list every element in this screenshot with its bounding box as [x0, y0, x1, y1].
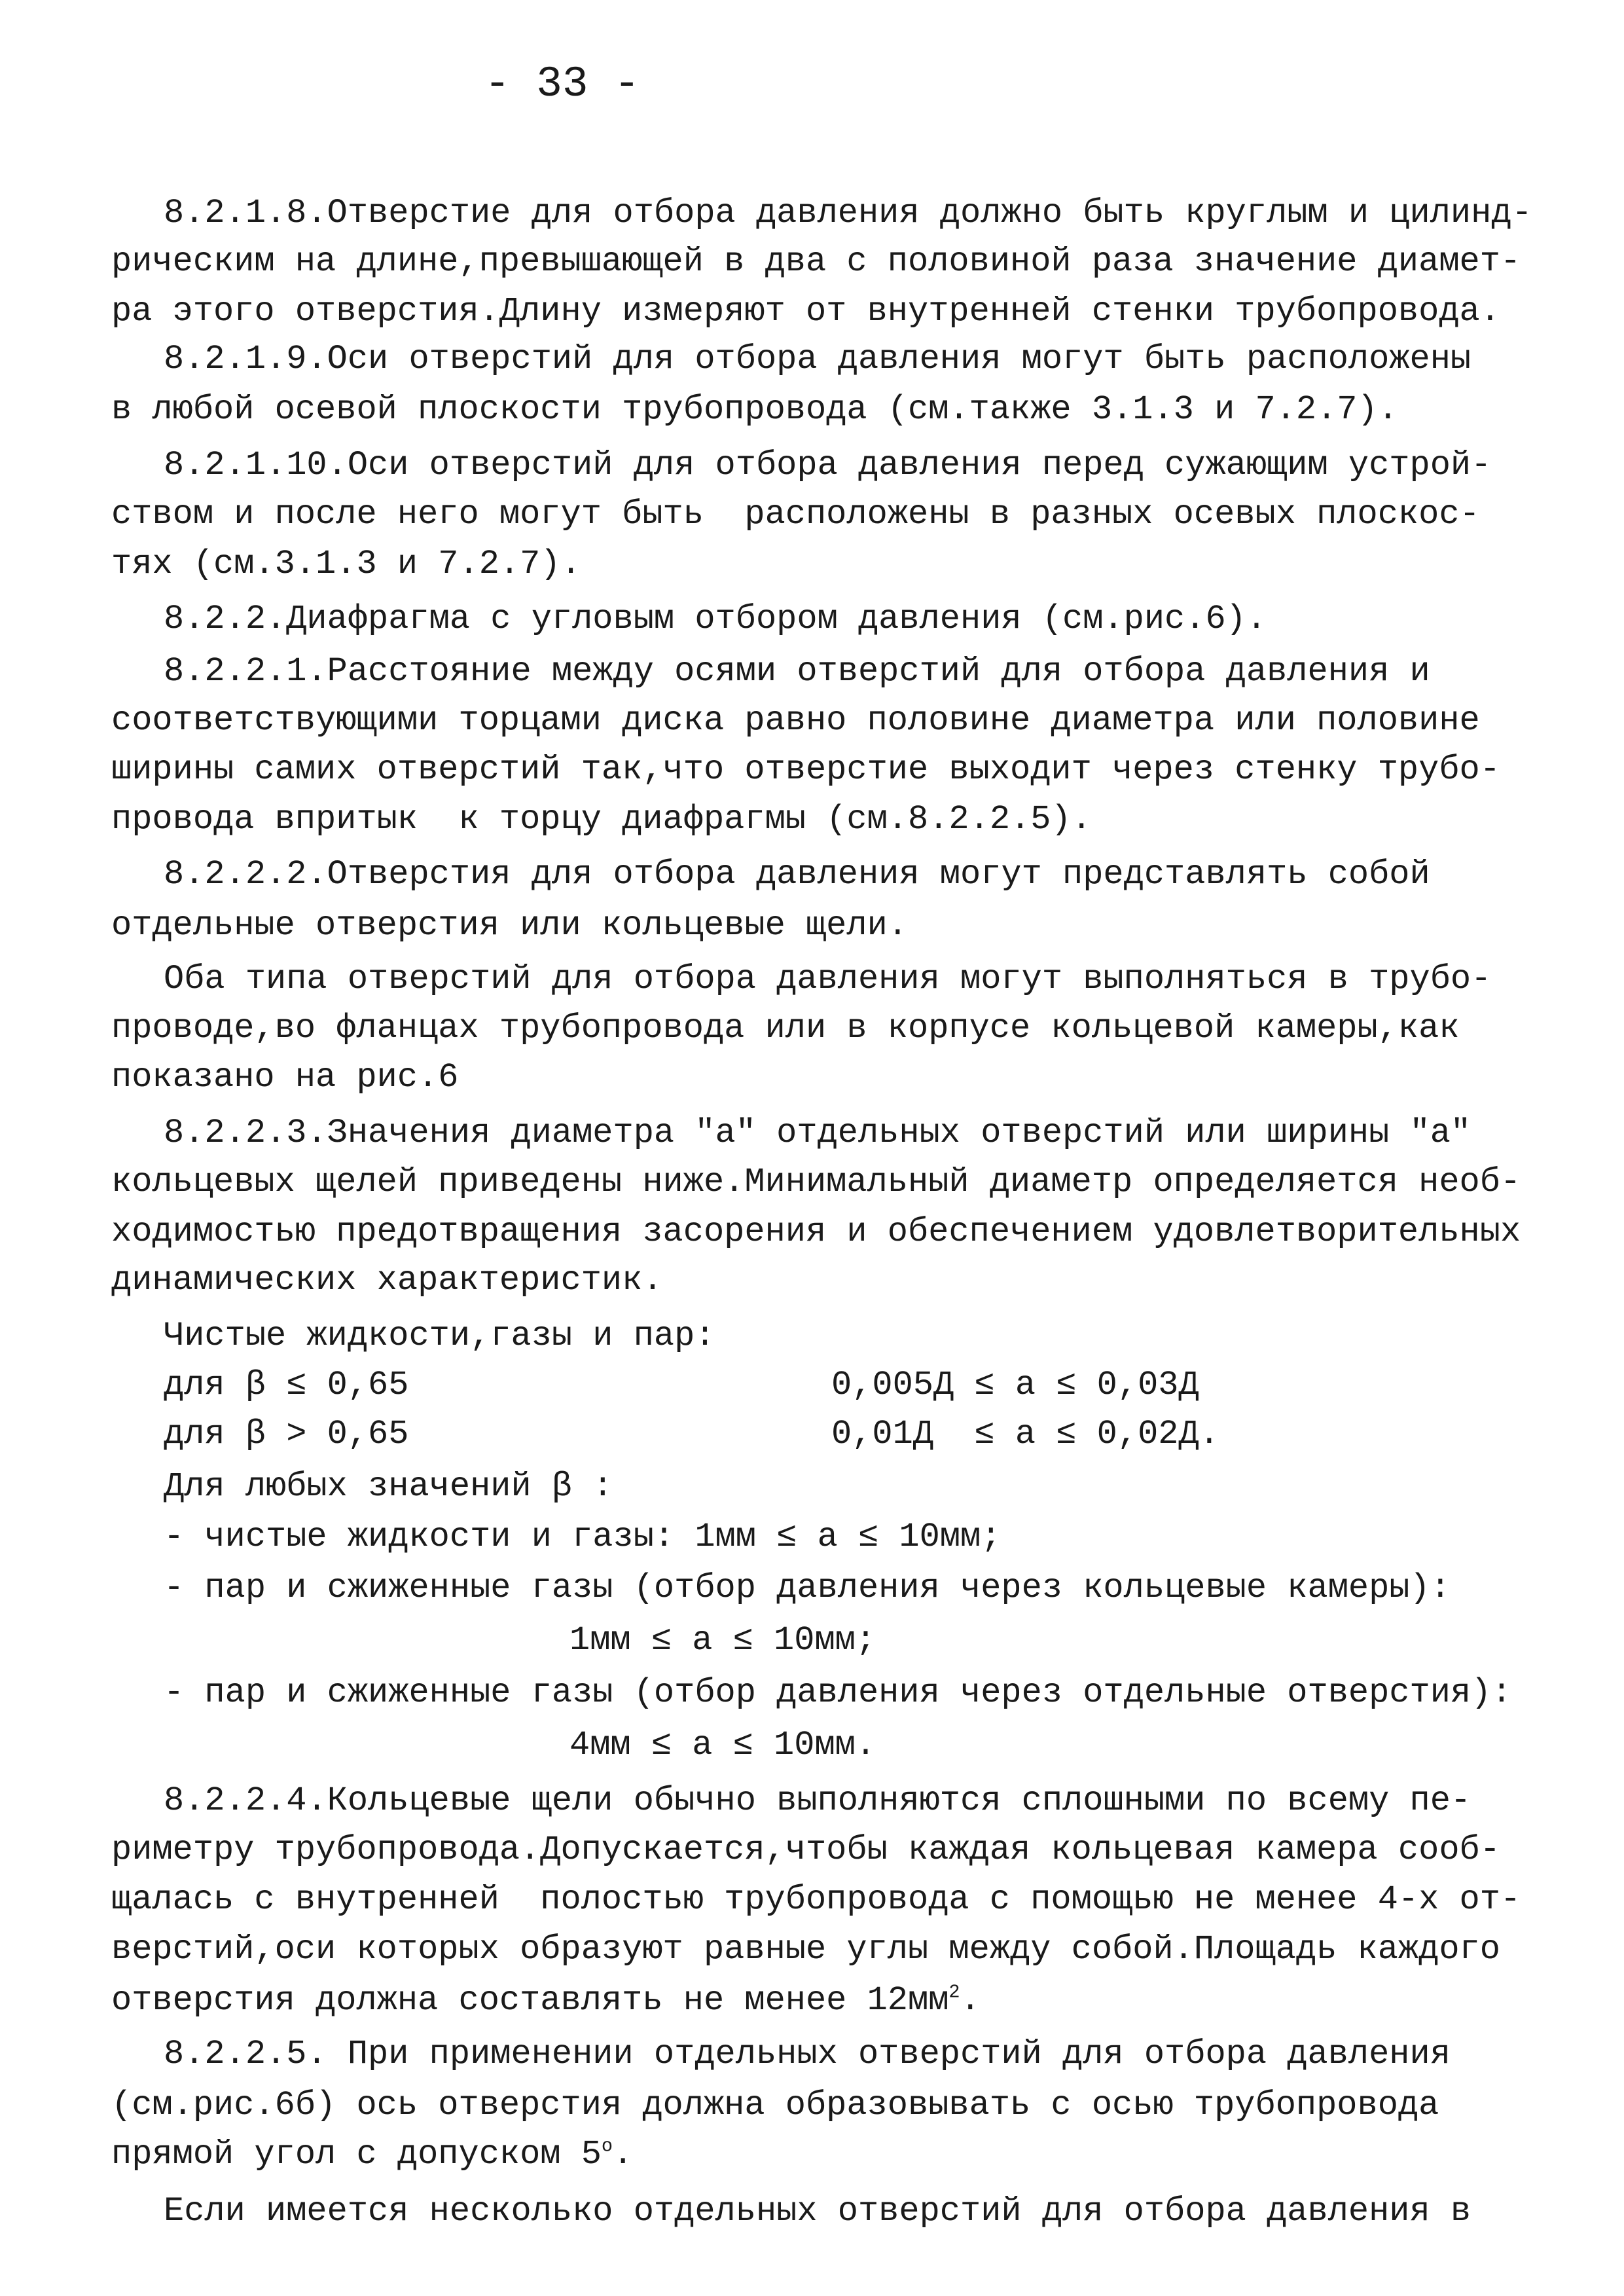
text-line: 8.2.1.9.Оси отверстий для отбора давления могут быть расположены	[164, 340, 1471, 378]
text-line: 8.2.2.1.Расстояние между осями отверстий для отбора давления и	[164, 652, 1430, 691]
text-line	[111, 1981, 981, 2020]
text-line: 4мм ≤ а ≤ 10мм.	[569, 1726, 876, 1764]
text-line: 0,01Д ≤ а ≤ 0,02Д.	[831, 1415, 1219, 1453]
superscript: 2	[948, 1981, 960, 2003]
text-line: для β > 0,65	[164, 1415, 409, 1453]
text-line: в любой осевой плоскости трубопровода (см.также 3.1.3 и 7.2.7).	[111, 390, 1398, 429]
text-line: показано на рис.6	[111, 1058, 459, 1097]
text-line: (см.рис.6б) ось отверстия должна образовывать с осью трубопровода	[111, 2086, 1439, 2124]
text-line: Если имеется несколько отдельных отверстий для отбора давления в	[164, 2192, 1471, 2231]
text-line: проводе,во фланцах трубопровода или в корпусе кольцевой камеры,как	[111, 1009, 1460, 1048]
text-line: отдельные отверстия или кольцевые щели.	[111, 906, 908, 945]
text-segment: .	[613, 2135, 634, 2174]
text-line: рическим на длине,превышающей в два с половиной раза значение диамет-	[111, 242, 1521, 281]
text-line: ширины самих отверстий так,что отверстие выходит через стенку трубо-	[111, 750, 1500, 789]
text-line: 0,005Д ≤ а ≤ 0,03Д	[831, 1366, 1199, 1404]
text-segment: прямой угол с допуском 5	[111, 2135, 602, 2174]
text-line: 1мм ≤ а ≤ 10мм;	[569, 1621, 876, 1660]
text-line: верстий,оси которых образуют равные углы между собой.Площадь каждого	[111, 1930, 1500, 1969]
text-line: провода впритык к торцу диафрагмы (см.8.2.2.5).	[111, 800, 1092, 839]
superscript: о	[601, 2135, 613, 2157]
text-line: 8.2.2.3.Значения диаметра "а" отдельных отверстий или ширины "а"	[164, 1114, 1471, 1152]
text-line: 8.2.2.2.Отверстия для отбора давления могут представлять собой	[164, 855, 1430, 894]
text-segment: отверстия должна составлять не менее 12мм	[111, 1981, 949, 2020]
text-line: - пар и сжиженные газы (отбор давления через отдельные отверстия):	[164, 1673, 1512, 1712]
text-line: ством и после него могут быть расположены в разных осевых плоскос-	[111, 495, 1480, 534]
text-line: ра этого отверстия.Длину измеряют от внутренней стенки трубопровода.	[111, 292, 1500, 331]
text-line: щалась с внутренней полостью трубопровода с помощью не менее 4-х от-	[111, 1880, 1521, 1919]
text-line: риметру трубопровода.Допускается,чтобы каждая кольцевая камера сооб-	[111, 1831, 1500, 1869]
text-segment: .	[960, 1981, 981, 2020]
text-line: 8.2.1.8.Отверстие для отбора давления должно быть круглым и цилинд-	[164, 194, 1532, 232]
text-line: 8.2.1.10.Оси отверстий для отбора давления перед сужающим устрой-	[164, 446, 1492, 484]
text-line: 8.2.2.5. При применении отдельных отверстий для отбора давления	[164, 2035, 1451, 2073]
text-line: Чистые жидкости,газы и пар:	[164, 1317, 715, 1355]
text-line: Оба типа отверстий для отбора давления могут выполняться в трубо-	[164, 960, 1492, 998]
text-line	[111, 2135, 634, 2174]
text-line: ходимостью предотвращения засорения и обеспечением удовлетворительных	[111, 1212, 1521, 1251]
page-number: - 33 -	[484, 60, 640, 109]
text-line: Для любых значений β :	[164, 1467, 613, 1506]
text-line: динамических характеристик.	[111, 1261, 663, 1300]
text-line: - чистые жидкости и газы: 1мм ≤ а ≤ 10мм;	[164, 1518, 1001, 1556]
text-line: тях (см.3.1.3 и 7.2.7).	[111, 545, 581, 583]
text-line: кольцевых щелей приведены ниже.Минимальный диаметр определяется необ-	[111, 1163, 1521, 1201]
text-line: 8.2.2.4.Кольцевые щели обычно выполняются сплошными по всему пе-	[164, 1781, 1471, 1820]
text-line: - пар и сжиженные газы (отбор давления через кольцевые камеры):	[164, 1569, 1451, 1607]
text-line: соответствующими торцами диска равно половине диаметра или половине	[111, 701, 1480, 740]
text-line: для β ≤ 0,65	[164, 1366, 409, 1404]
text-line: 8.2.2.Диафрагма с угловым отбором давления (см.рис.6).	[164, 600, 1267, 638]
